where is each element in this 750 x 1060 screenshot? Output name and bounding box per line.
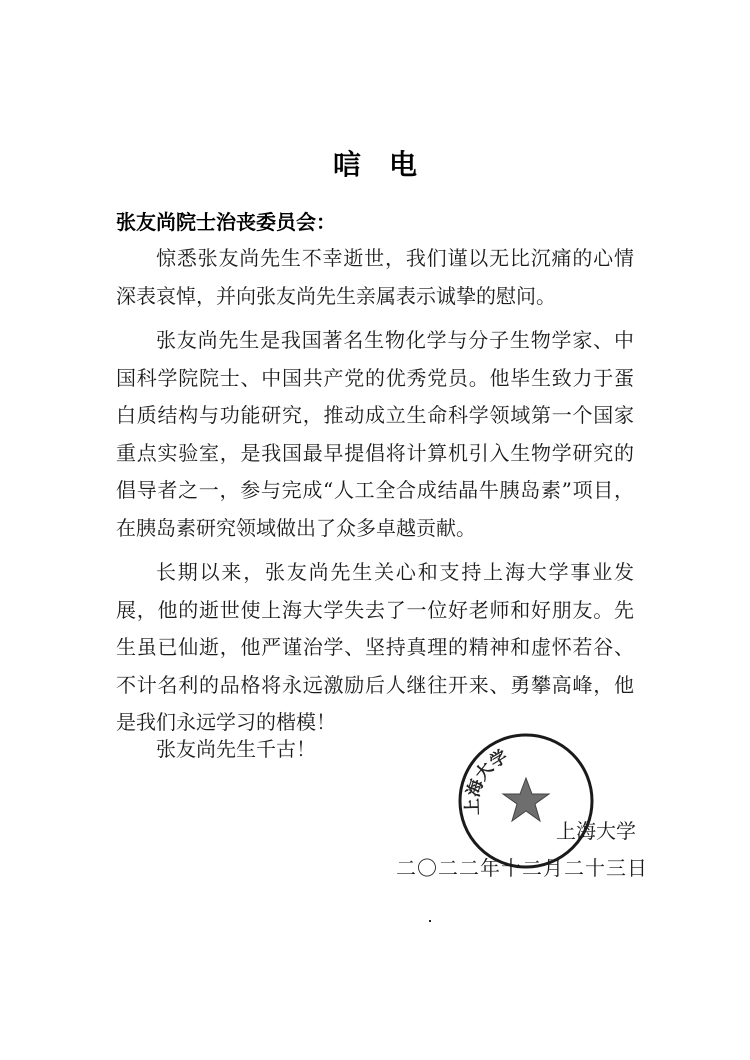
paragraph: 惊悉张友尚先生不幸逝世，我们谨以无比沉痛的心情深表哀悼，并向张友尚先生亲属表示诚挚的慰问。 [116,246,634,308]
scan-speck [429,920,431,922]
document-title [0,143,750,183]
signature-date: 二〇二二年十二月二十三日 [396,856,648,880]
paragraph: 长期以来，张友尚先生关心和支持上海大学事业发展，他的逝世使上海大学失去了一位好老师和好朋友。先生虽已仙逝，他严谨治学、坚持真理的精神和虚怀若谷、不计名利的品格将永远激励后人继往开来、勇攀高峰，他是我们永远学习的楷模！ [116,560,634,734]
title-char: 唁 [332,148,361,181]
paragraph: 张友尚先生是我国著名生物化学与分子生物学家、中国科学院院士、中国共产党的优秀党员。他毕生致力于蛋白质结构与功能研究，推动成立生命科学领域第一个国家重点实验室，是我国最早提倡将计算机引入生物学研究的倡导者之一，参与完成“人工全合成结晶牛胰岛素”项目，在胰岛素研究领域做出了众多卓越贡献。 [116,328,634,540]
closing-line: 张友尚先生千古！ [156,737,316,761]
official-seal [455,730,597,872]
star-icon [503,778,549,821]
seal-text: 上海大学 [462,746,512,816]
seal-graphic [455,730,597,872]
signature-organization: 上海大学 [556,819,636,843]
salutation: 张友尚院士治丧委员会： [116,210,336,234]
letter-body [116,240,634,749]
title-char: 电 [389,148,418,181]
